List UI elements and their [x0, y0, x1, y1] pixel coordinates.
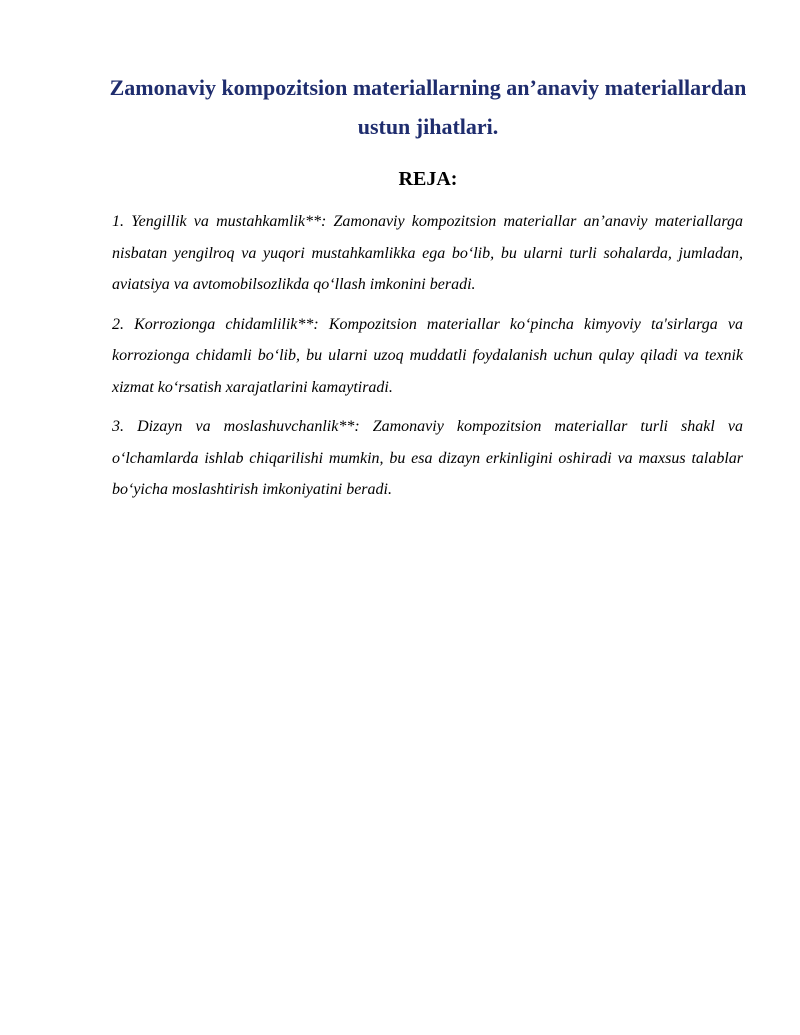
plan-item-3: 3. Dizayn va moslashuvchanlik**: Zamonaviy kompozitsion materiallar turli shakl va o‘lchamlarda ishlab chiqarilishi mumkin, bu esa dizayn erkinligini oshiradi va maxsus talablar bo‘yicha moslashtirish imkoniyatini beradi.: [112, 418, 743, 498]
plan-heading: REJA:: [398, 168, 458, 190]
document-body: [112, 206, 743, 514]
plan-item-1: 1. Yengillik va mustahkamlik**: Zamonaviy kompozitsion materiallar an’anaviy materiallarga nisbatan yengilroq va yuqori mustahkamlikka ega bo‘lib, bu ularni turli sohalarda, jumladan, aviatsiya va avtomobilsozlikda qo‘llash imkonini beradi.: [112, 213, 743, 293]
plan-item-2: 2. Korrozionga chidamlilik**: Kompozitsion materiallar ko‘pincha kimyoviy ta'sirlarga va korrozionga chidamli bo‘lib, bu ularni uzoq muddatli foydalanish uchun qulay qiladi va texnik xizmat ko‘rsatish xarajatlarini kamaytiradi.: [112, 315, 743, 396]
document-title: Zamonaviy kompozitsion materiallarning an’anaviy materiallardan ustun jihatlari.: [109, 75, 747, 139]
